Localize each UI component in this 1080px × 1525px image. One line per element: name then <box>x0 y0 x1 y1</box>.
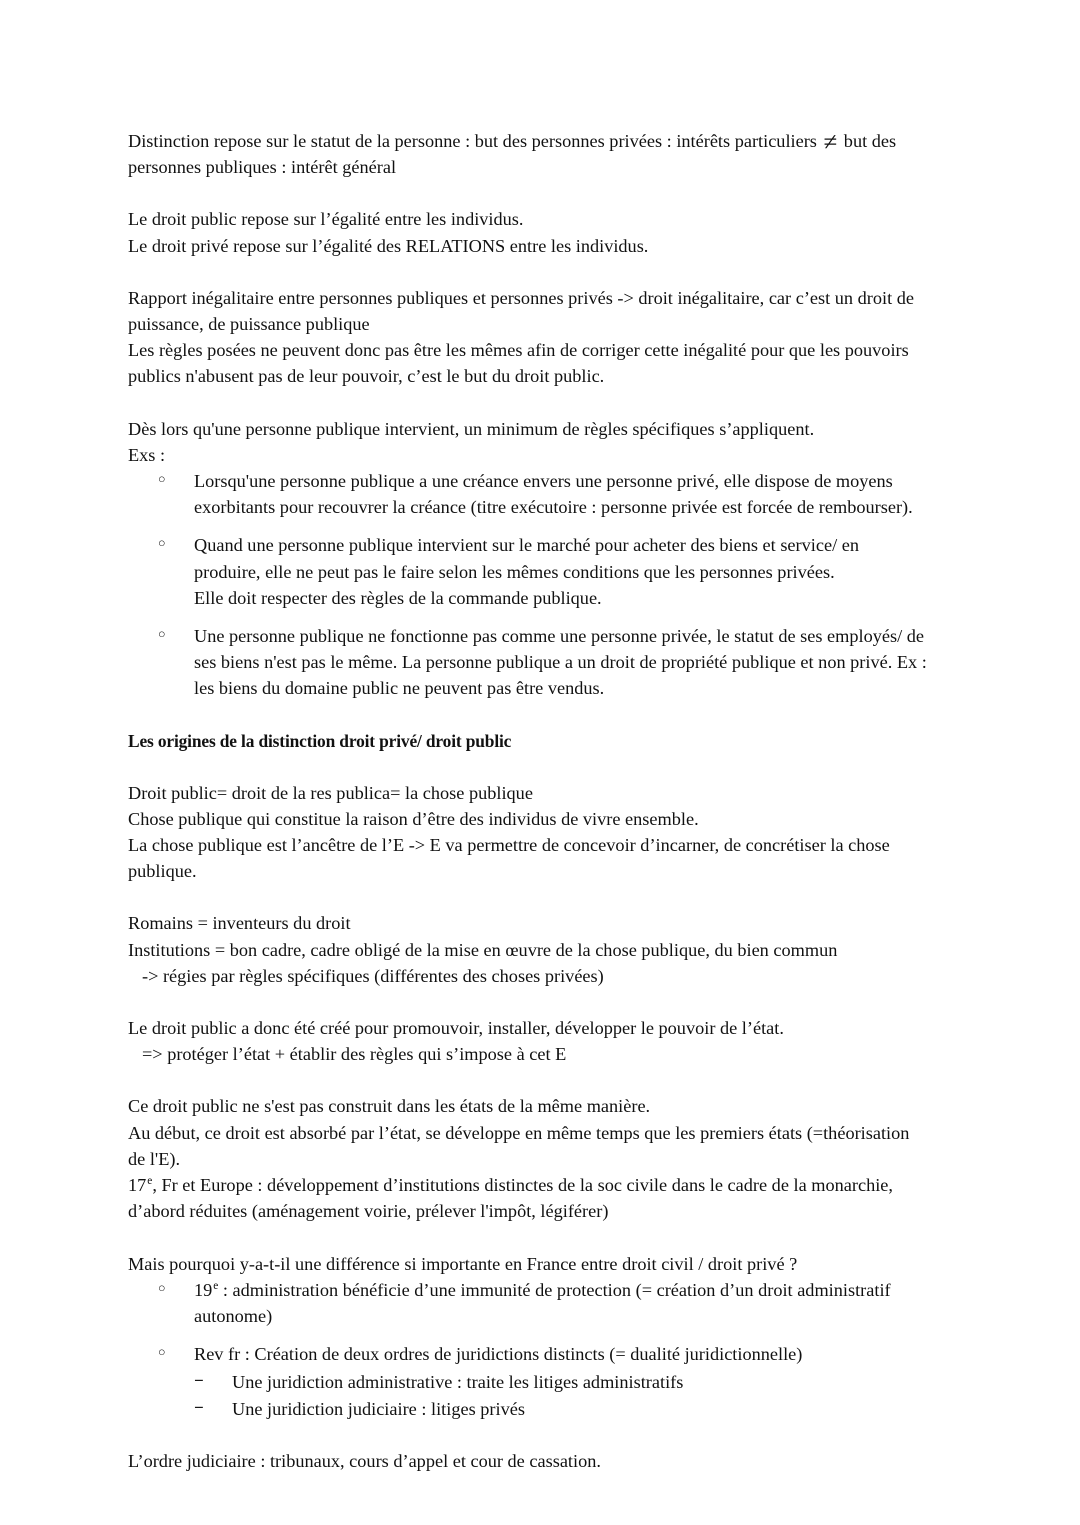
paragraph-ordre-judiciaire <box>128 1448 952 1474</box>
paragraph-droit-public-cree <box>128 1015 952 1067</box>
text-line <box>128 1172 952 1198</box>
text-line: Quand une personne publique intervient sur le marché pour acheter des biens et service/ en <box>194 535 859 556</box>
paragraph-res-publica <box>128 780 952 885</box>
text-line: publique. <box>128 861 197 882</box>
list-item <box>128 468 952 520</box>
century-number: 19 <box>194 1279 213 1300</box>
text-line: L’ordre judiciaire : tribunaux, cours d’appel et cour de cassation. <box>128 1450 601 1471</box>
ordinal-suffix: e <box>147 1175 153 1188</box>
paragraph-spacer <box>128 702 952 728</box>
text-line: Rapport inégalitaire entre personnes publiques et personnes privés -> droit inégalitaire, car c’est un droit de <box>128 287 914 308</box>
paragraph-spacer <box>128 180 952 206</box>
text-line: exorbitants pour recouvrer la créance (titre exécutoire : personne privée est forcée de rembourser). <box>194 497 913 518</box>
hollow-circle-bullet-icon: ○ <box>158 1280 166 1295</box>
text-line: Ce droit public ne s'est pas construit dans les états de la même manière. <box>128 1096 651 1117</box>
text-line: autonome) <box>194 1305 273 1326</box>
text-run: Distinction repose sur le statut de la personne : but des personnes privées : intérêts particuliers <box>128 131 822 151</box>
answers-bullet-list <box>128 1277 952 1422</box>
text-line <box>194 1277 952 1303</box>
text-run: : administration bénéficie d’une immunité de protection (= création d’un droit administratif <box>218 1279 891 1300</box>
list-item <box>128 623 952 702</box>
text-line: Romains = inventeurs du droit <box>128 913 351 934</box>
sub-list-item <box>194 1396 952 1422</box>
text-run: , Fr et Europe : développement d’institutions distinctes de la soc civile dans le cadre de la monarchie, <box>152 1175 893 1196</box>
not-equal-symbol: ≠ <box>823 129 838 156</box>
list-item <box>128 1277 952 1329</box>
text-line: Au début, ce droit est absorbé par l’état, se développe en même temps que les premiers états (=théorisation <box>128 1122 910 1143</box>
text-line: Le droit public a donc été créé pour promouvoir, installer, développer le pouvoir de l’état. <box>128 1018 784 1039</box>
paragraph-egalite <box>128 206 952 258</box>
text-line: Institutions = bon cadre, cadre obligé de la mise en œuvre de la chose publique, du bien commun <box>128 939 838 960</box>
paragraph-spacer <box>128 259 952 285</box>
paragraph-spacer <box>128 1225 952 1251</box>
text-line-exs-label: Exs : <box>128 444 166 465</box>
dash-bullet-icon: − <box>194 1397 204 1417</box>
text-line: Une personne publique ne fonctionne pas comme une personne privée, le statut de ses employés/ de <box>194 626 925 647</box>
paragraph-spacer <box>128 1422 952 1448</box>
list-item <box>128 532 952 611</box>
text-line: La chose publique est l’ancêtre de l’E -> E va permettre de concevoir d’incarner, de concrétiser la chose <box>128 835 890 856</box>
text-line: Mais pourquoi y-a-t-il une différence si importante en France entre droit civil / droit privé ? <box>128 1253 798 1274</box>
text-line: de l'E). <box>128 1148 181 1169</box>
paragraph-spacer <box>128 884 952 910</box>
paragraph-distinction <box>128 128 952 180</box>
paragraph-spacer <box>128 754 952 780</box>
text-line <box>128 128 952 154</box>
paragraph-question-difference <box>128 1251 952 1277</box>
text-line: Une juridiction administrative : traite les litiges administratifs <box>232 1372 684 1393</box>
text-line: d’abord réduites (aménagement voirie, prélever l'impôt, légiférer) <box>128 1201 609 1222</box>
text-line: Une juridiction judiciaire : litiges privés <box>232 1398 525 1419</box>
hollow-circle-bullet-icon: ○ <box>158 472 166 487</box>
section-heading: Les origines de la distinction droit privé/ droit public <box>128 730 512 751</box>
text-line: => protéger l’état + établir des règles qui s’impose à cet E <box>142 1044 567 1065</box>
text-line: Le droit public repose sur l’égalité entre les individus. <box>128 209 524 230</box>
paragraph-construction-etats <box>128 1093 952 1224</box>
text-line: puissance, de puissance publique <box>128 314 370 335</box>
text-line: produire, elle ne peut pas le faire selon les mêmes conditions que les personnes privées. <box>194 561 835 582</box>
hollow-circle-bullet-icon: ○ <box>158 627 166 642</box>
text-line: Les règles posées ne peuvent donc pas être les mêmes afin de corriger cette inégalité pour que les pouvoirs <box>128 340 909 361</box>
paragraph-spacer <box>128 1067 952 1093</box>
hollow-circle-bullet-icon: ○ <box>158 536 166 551</box>
text-line: Rev fr : Création de deux ordres de juridictions distincts (= dualité juridictionnelle) <box>194 1344 803 1365</box>
sub-list-item <box>194 1369 952 1395</box>
paragraph-spacer <box>128 989 952 1015</box>
paragraph-rapport-inegalitaire <box>128 285 952 390</box>
examples-bullet-list <box>128 468 952 702</box>
text-line: ses biens n'est pas le même. La personne publique a un droit de propriété publique et non privé. Ex : <box>194 652 927 673</box>
ordinal-suffix: e <box>213 1279 219 1292</box>
hollow-circle-bullet-icon: ○ <box>158 1345 166 1360</box>
paragraph-romains <box>128 910 952 989</box>
text-line: -> régies par règles spécifiques (différentes des choses privées) <box>142 965 604 986</box>
text-line: Lorsqu'une personne publique a une créance envers une personne privé, elle dispose de moyens <box>194 471 893 492</box>
dash-bullet-icon: − <box>194 1371 204 1391</box>
document-body <box>128 128 952 1474</box>
text-line: personnes publiques : intérêt général <box>128 157 397 178</box>
text-run: but des <box>839 131 897 151</box>
juridictions-sub-list <box>194 1369 952 1421</box>
text-line: publics n'abusent pas de leur pouvoir, c’est le but du droit public. <box>128 366 605 387</box>
text-line: Dès lors qu'une personne publique intervient, un minimum de règles spécifiques s’appliquent. <box>128 418 815 439</box>
paragraph-spacer <box>128 390 952 416</box>
text-line: Chose publique qui constitue la raison d’être des individus de vivre ensemble. <box>128 808 699 829</box>
text-line: Elle doit respecter des règles de la commande publique. <box>194 587 602 608</box>
text-line: Droit public= droit de la res publica= la chose publique <box>128 782 533 803</box>
list-item <box>128 1341 952 1422</box>
paragraph-des-lors <box>128 416 952 468</box>
century-number: 17 <box>128 1175 147 1196</box>
text-line: les biens du domaine public ne peuvent pas être vendus. <box>194 678 605 699</box>
text-line: Le droit privé repose sur l’égalité des RELATIONS entre les individus. <box>128 235 649 256</box>
